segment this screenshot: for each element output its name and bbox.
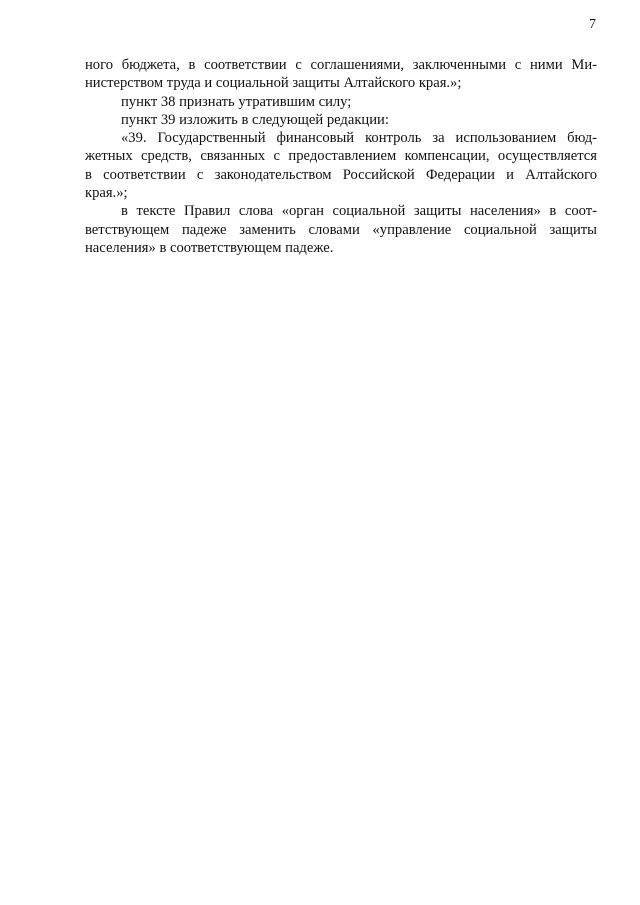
document-body bbox=[85, 56, 597, 257]
text-line: ветствующем падеже заменить словами «управление социальной защиты bbox=[85, 221, 597, 238]
text-line: пункт 38 признать утратившим силу; bbox=[121, 93, 352, 110]
text-line: «39. Государственный финансовый контроль за использованием бюд- bbox=[121, 130, 597, 147]
text-line: пункт 39 изложить в следующей редакции: bbox=[121, 111, 389, 128]
paragraph-item-39-text bbox=[85, 129, 597, 202]
text-line: в соответствии с законодательством Российской Федерации и Алтайского bbox=[85, 166, 597, 183]
page-number: 7 bbox=[589, 17, 596, 32]
text-line: нистерством труда и социальной защиты Алтайского края.»; bbox=[85, 75, 462, 92]
paragraph-item-39 bbox=[85, 111, 597, 129]
paragraph-item-38 bbox=[85, 93, 597, 111]
text-line: жетных средств, связанных с предоставлением компенсации, осуществляется bbox=[85, 148, 597, 165]
text-line: населения» в соответствующем падеже. bbox=[85, 239, 334, 256]
text-line: в тексте Правил слова «орган социальной защиты населения» в соот- bbox=[121, 203, 597, 220]
paragraph-budget-agreements bbox=[85, 56, 597, 93]
text-line: края.»; bbox=[85, 185, 128, 202]
paragraph-wording-replacement bbox=[85, 202, 597, 257]
text-line: ного бюджета, в соответствии с соглашениями, заключенными с ними Ми- bbox=[85, 57, 597, 73]
